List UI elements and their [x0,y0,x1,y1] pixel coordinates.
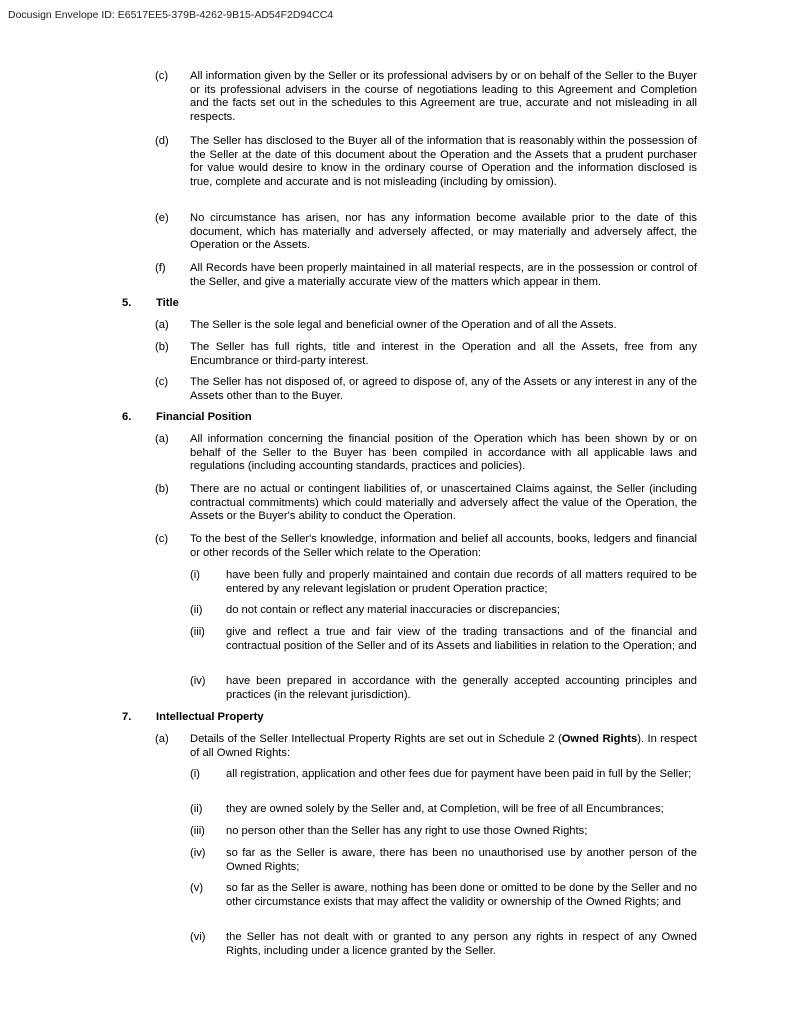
clause-5c [157,376,697,403]
clause-label: (c) [155,70,169,82]
clause-6b [157,483,697,524]
clause-label: (c) [155,533,169,545]
clause-text: No circumstance has arisen, nor has any information become available prior to the date of this document, which has materially and adversely affected, or may materially and adversely affect, the Operation or the Assets. [190,212,697,252]
section-title: Title [156,297,179,309]
subclause-7a-iii [190,825,697,839]
defined-term: Owned Rights [561,733,638,745]
clause-label: (b) [155,483,169,495]
clause-7a [157,733,697,760]
clause-text: The Seller has full rights, title and interest in the Operation and all the Assets, free from any Encumbrance or third-party interest. [190,341,697,367]
subclause-7a-i [190,768,697,782]
clause-f [157,262,697,289]
section-number: 7. [122,711,132,723]
clause-text: To the best of the Seller's knowledge, information and belief all accounts, books, ledgers and financial or other records of the Seller which relate to the Operation: [190,533,697,559]
clause-c [157,70,697,124]
subclause-7a-v [190,882,697,909]
clause-text: There are no actual or contingent liabilities of, or unascertained Claims against, the Seller (including contractual commitments) which could materially and adversely affect the value of the Operation, the Assets or the Buyer's ability to conduct the Operation. [190,483,697,523]
clause-text: The Seller is the sole legal and beneficial owner of the Operation and of all the Assets. [190,319,617,331]
section-number: 6. [122,411,132,423]
clause-text: All information given by the Seller or its professional advisers by or on behalf of the Seller to the Buyer or its professional advisers in the course of negotiations leading to this Agreement and Completion and the facts set out in the schedules to this Agreement are true, accurate and not misleading in all respects. [190,70,697,123]
clause-label: (e) [155,212,169,224]
clause-6c [157,533,697,560]
subclause-label: (ii) [190,604,203,616]
subclause-7a-ii [190,803,697,817]
subclause-text: they are owned solely by the Seller and, at Completion, will be free of all Encumbrances; [226,803,664,815]
subclause-6c-iii [190,626,697,653]
clause-6a [157,433,697,474]
subclause-text: do not contain or reflect any material inaccuracies or discrepancies; [226,604,560,616]
subclause-text: have been prepared in accordance with the generally accepted accounting principles and practices (in the relevant jurisdiction). [226,675,697,701]
clause-text: All information concerning the financial position of the Operation which has been shown by or on behalf of the Seller to the Buyer has been compiled in accordance with all applicable laws and regulations (including accounting standards, practices and policies). [190,433,697,473]
subclause-label: (ii) [190,803,203,815]
subclause-label: (i) [190,569,200,581]
clause-5b [157,341,697,368]
subclause-text: the Seller has not dealt with or granted to any person any rights in respect of any Owned Rights, including under a licence granted by the Seller. [226,931,697,957]
clause-label: (b) [155,341,169,353]
subclause-text: give and reflect a true and fair view of the trading transactions and of the financial and contractual position of the Seller and of its Assets and liabilities in relation to the Operation; and [226,626,697,652]
section-title: Financial Position [156,411,252,423]
clause-label: (a) [155,733,169,745]
subclause-text: so far as the Seller is aware, nothing has been done or omitted to be done by the Seller and no other circumstance exists that may affect the validity or ownership of the Owned Rights; and [226,882,697,908]
subclause-7a-vi [190,931,697,958]
clause-label: (c) [155,376,169,388]
clause-d [157,135,697,189]
section-number: 5. [122,297,132,309]
clause-text-after: ). In respect of all Owned Rights: [190,733,697,759]
subclause-label: (vi) [190,931,206,943]
subclause-text: have been fully and properly maintained and contain due records of all matters required to be entered by any relevant legislation or prudent Operation practice; [226,569,697,595]
subclause-7a-iv [190,847,697,874]
subclause-text: no person other than the Seller has any right to use those Owned Rights; [226,825,588,837]
clause-label: (a) [155,319,169,331]
section-title: Intellectual Property [156,711,264,723]
subclause-label: (i) [190,768,200,780]
clause-text [190,733,697,760]
envelope-id: Docusign Envelope ID: E6517EE5-379B-4262-9B15-AD54F2D94CC4 [8,9,334,21]
subclause-6c-ii [190,604,697,618]
clause-label: (f) [155,262,166,274]
subclause-label: (iv) [190,675,206,687]
clause-e [157,212,697,253]
subclause-text: so far as the Seller is aware, there has been no unauthorised use by another person of the Owned Rights; [226,847,697,873]
subclause-6c-iv [190,675,697,702]
subclause-text: all registration, application and other fees due for payment have been paid in full by the Seller; [226,768,692,780]
subclause-label: (v) [190,882,204,894]
clause-label: (a) [155,433,169,445]
clause-text: The Seller has not disposed of, or agreed to dispose of, any of the Assets or any interest in any of the Assets other than to the Buyer. [190,376,697,402]
clause-text-before: Details of the Seller Intellectual Property Rights are set out in Schedule 2 ( [190,733,562,745]
clause-text: The Seller has disclosed to the Buyer all of the information that is reasonably within the possession of the Seller at the date of this document about the Operation and the Assets that a prudent purchaser for value would desire to know in the ordinary course of Operation and the information disclosed is true, complete and accurate and is not misleading (including by omission). [190,135,697,188]
subclause-6c-i [190,569,697,596]
clause-label: (d) [155,135,169,147]
subclause-label: (iii) [190,825,205,837]
subclause-label: (iv) [190,847,206,859]
clause-5a [157,319,697,333]
clause-text: All Records have been properly maintained in all material respects, are in the possession or control of the Seller, and give a materially accurate view of the matters which appear in them. [190,262,697,288]
subclause-label: (iii) [190,626,205,638]
